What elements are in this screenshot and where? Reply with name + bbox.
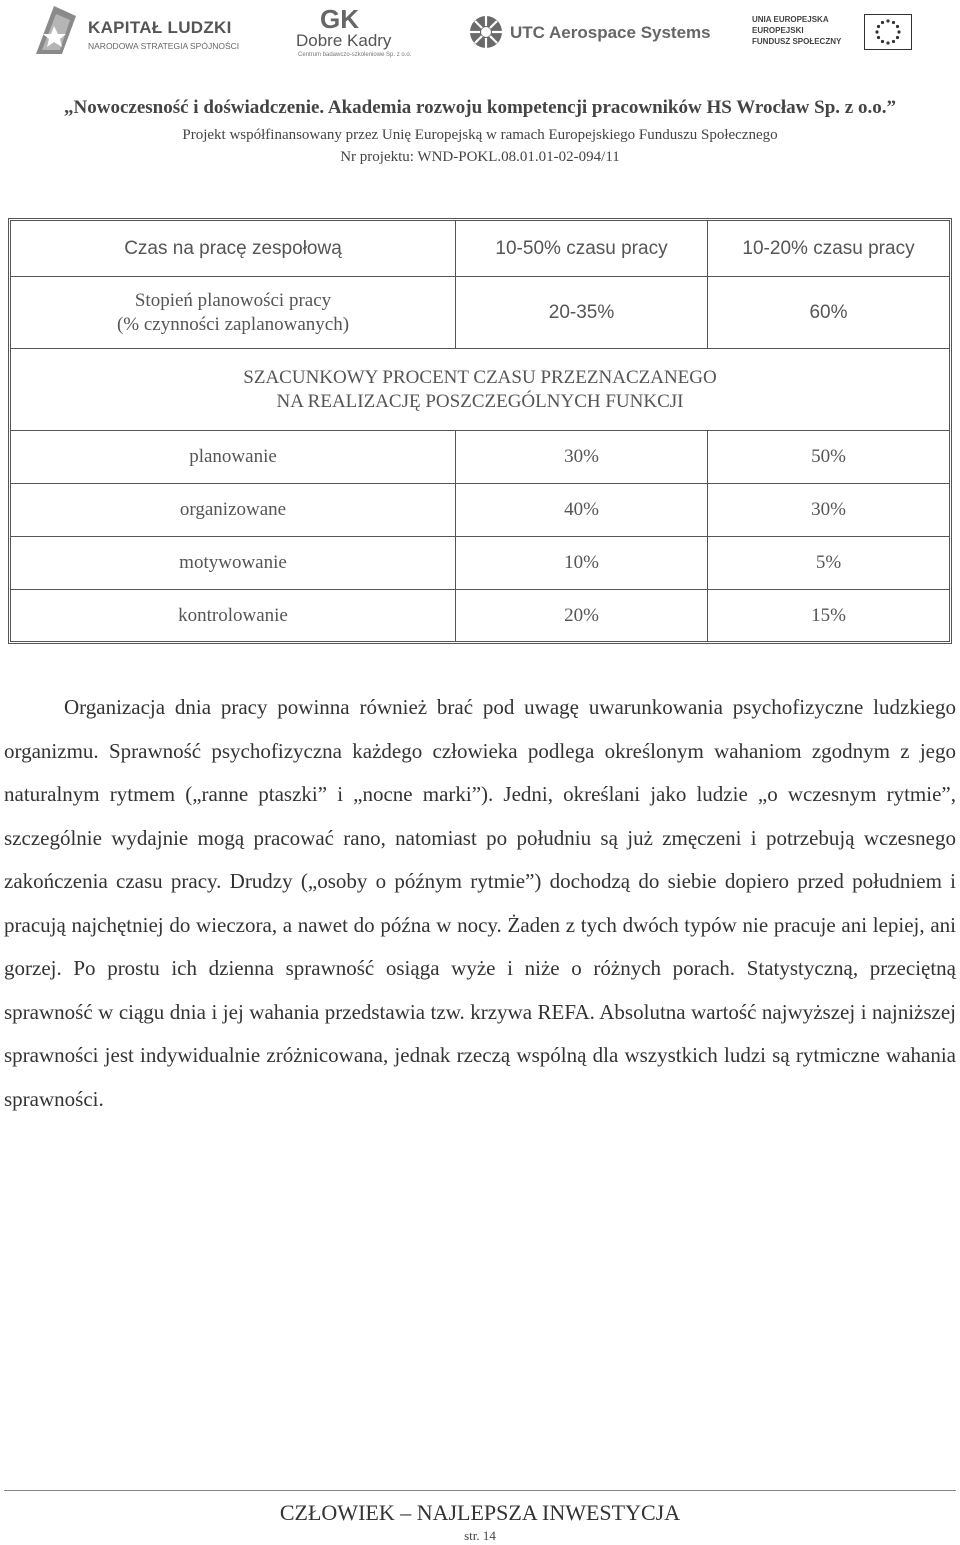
function-col2: 40% (456, 484, 708, 536)
eu-line1: UNIA EUROPEJSKA (752, 15, 829, 24)
team-time-col2: 10-50% czasu pracy (456, 221, 708, 276)
eu-line3: FUNDUSZ SPOŁECZNY (752, 37, 842, 46)
function-col3: 30% (811, 499, 846, 520)
page-number: str. 14 (464, 1528, 496, 1543)
eu-line2: EUROPEJSKI (752, 26, 804, 35)
utc-globe-icon (468, 14, 504, 50)
planning-degree-col2: 20-35% (456, 277, 708, 348)
table-row (11, 537, 949, 590)
utc-logo (468, 14, 711, 54)
planning-degree-label-line1: Stopień planowości pracy (134, 289, 332, 311)
function-name: kontrolowanie (11, 590, 456, 641)
project-number: Nr projektu: WND-POKL.08.01.01-02-094/11 (340, 149, 620, 165)
planning-degree-label-line2: (% czynności zaplanowanych) (116, 313, 350, 335)
eu-logo (752, 14, 922, 58)
team-time-label: Czas na pracę zespołową (11, 221, 456, 276)
function-col3: 15% (811, 604, 846, 626)
section-header-line2: NA REALIZACJĘ POSZCZEGÓLNYCH FUNKCJI (276, 390, 684, 412)
table-row-planning-degree (11, 277, 949, 349)
eu-flag-icon (864, 14, 912, 50)
table-row (11, 484, 949, 537)
function-col2: 10% (456, 537, 708, 589)
footer-divider (4, 1490, 956, 1491)
comparison-table (8, 218, 952, 644)
dobre-kadry-subtitle: Centrum badawczo-szkoleniowe Sp. z o.o. (298, 52, 412, 58)
utc-title: UTC Aerospace Systems (510, 23, 711, 42)
planning-degree-label (11, 277, 456, 348)
table-row (11, 431, 949, 484)
function-col2: 30% (456, 431, 708, 483)
function-col3: 5% (815, 552, 842, 573)
function-col3: 50% (811, 446, 846, 467)
team-time-col3: 10-20% czasu pracy (742, 237, 915, 259)
kapital-ludzki-subtitle: NARODOWA STRATEGIA SPÓJNOŚCI (88, 41, 240, 51)
body-paragraph: Organizacja dnia pracy powinna również brać pod uwagę uwarunkowania psychofizyczne ludzkiego organizmu. Sprawność psychofizyczna każdego człowieka podlega określonym wahaniom zgodnym z jego naturalnym rytmem („ranne ptaszki” i „nocne marki”). Jedni, określani jako ludzie „o wczesnym rytmie”, szczególnie wydajnie mogą pracować rano, natomiast po południu są już zmęczeni i potrzebują wczesnego zakończenia czasu pracy. Drudzy („osoby o późnym rytmie”) dochodzą do siebie dopiero przed południem i pracują najchętniej do wieczora, a nawet do późna w nocy. Żaden z tych dwóch typów nie pracuje ani lepiej, ani gorzej. Po prostu ich dzienna sprawność osiąga wyże i niże o różnych porach. Statystyczną, przeciętną sprawność w ciągu dnia i jej wahania przedstawia tzw. krzywa REFA. Absolutna wartość najwyższej i najniższej sprawności jest indywidualnie zróżnicowana, jednak rzeczą wspólną dla wszystkich ludzi są rytmiczne wahania sprawności. (4, 695, 956, 1111)
function-name: organizowane (11, 484, 456, 536)
dobre-kadry-mark: GK (320, 4, 359, 34)
kapital-ludzki-logo (32, 4, 242, 60)
function-name: planowanie (11, 431, 456, 483)
dobre-kadry-logo (292, 4, 410, 62)
footer-title: CZŁOWIEK – NAJLEPSZA INWESTYCJA (279, 1500, 681, 1525)
eu-text (752, 14, 841, 47)
cofinancing-note: Projekt współfinansowany przez Unię Europejską w ramach Europejskiego Funduszu Społecznego (182, 127, 778, 143)
table-section-header (11, 349, 949, 431)
kapital-ludzki-title: KAPITAŁ LUDZKI (88, 18, 232, 37)
logo-bar (0, 0, 960, 62)
dobre-kadry-title: Dobre Kadry (296, 31, 392, 50)
table-row-team-time (11, 221, 949, 277)
section-header-text (11, 349, 949, 430)
kapital-ludzki-flag-icon (32, 4, 80, 58)
table-row (11, 590, 949, 641)
planning-degree-col3: 60% (809, 301, 848, 323)
section-header-line1: SZACUNKOWY PROCENT CZASU PRZEZNACZANEGO (243, 366, 717, 388)
function-name: motywowanie (11, 537, 456, 589)
project-title: „Nowoczesność i doświadczenie. Akademia rozwoju kompetencji pracowników HS Wrocław Sp. z o.o.” (64, 97, 896, 118)
function-col2: 20% (456, 590, 708, 641)
